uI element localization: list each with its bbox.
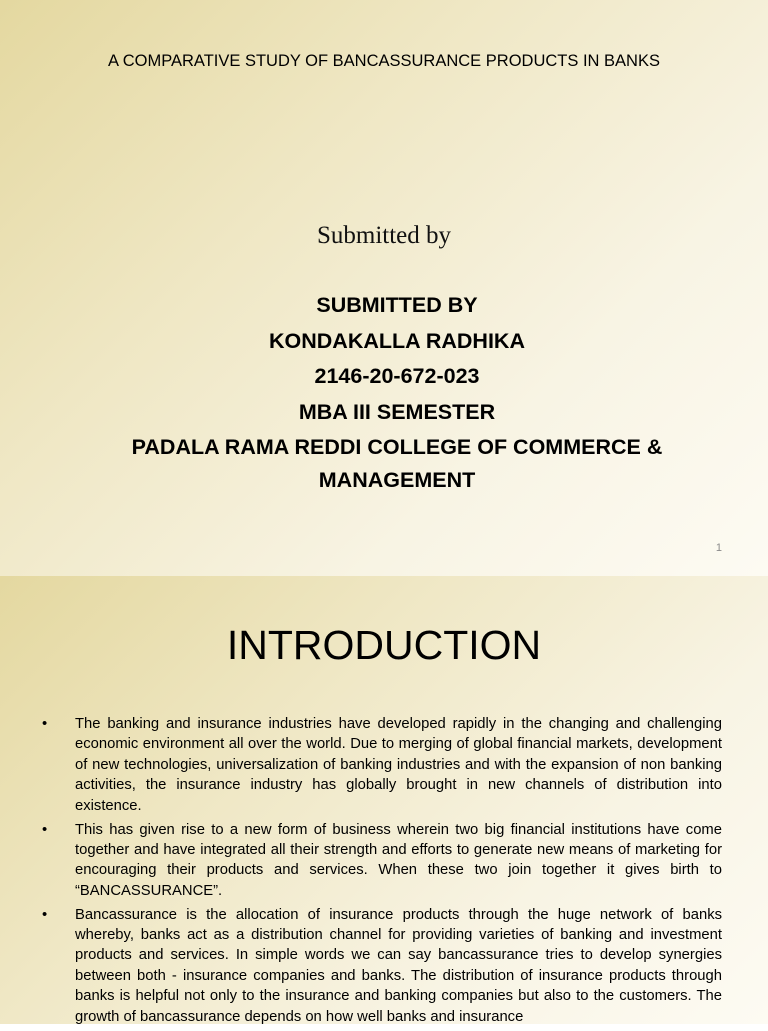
bullet-icon: • (42, 821, 48, 838)
introduction-bullets (40, 714, 722, 1031)
student-name: KONDAKALLA RADHIKA (269, 328, 525, 353)
list-item (40, 714, 722, 816)
list-item (40, 905, 722, 1027)
bullet-text: Bancassurance is the allocation of insurance products through the huge network of banks whereby, banks act as a distribution channel for providing varieties of banking and investment products and services. In simple words we can say bancassurance tries to develop synergies between both - insurance companies and banks. The distribution of insurance products through banks is helpful not only to the insurance and banking companies but also to the customers. The growth of bancassurance depends on how well banks and insurance (75, 906, 722, 1025)
bullet-icon: • (42, 716, 48, 732)
college-name-line-1: PADALA RAMA REDDI COLLEGE OF COMMERCE & (131, 435, 663, 459)
introduction-title: INTRODUCTION (226, 622, 542, 668)
bullet-icon: • (42, 906, 48, 923)
study-title: A COMPARATIVE STUDY OF BANCASSURANCE PRODUCTS IN BANKS (108, 52, 660, 70)
submitted-by-label: SUBMITTED BY (316, 293, 478, 317)
page-number: 1 (715, 542, 722, 554)
submitted-by-subtitle: Submitted by (316, 222, 452, 249)
list-item (40, 820, 722, 902)
college-name-line-2: MANAGEMENT (318, 467, 476, 492)
bullet-text: This has given rise to a new form of business wherein two big financial institutions have come together and have integrated all their strength and efforts to generate new means of marketing for encouraging their products and services. When these two join together it gives birth to “BANCASSURANCE”. (75, 821, 722, 899)
roll-number: 2146-20-672-023 (314, 364, 480, 388)
submission-details (110, 288, 684, 495)
bullet-text: The banking and insurance industries have developed rapidly in the changing and challenging economic environment all over the world. Due to merging of global financial markets, development of new technologies, universalization of banking industries and with the expansion of non banking activities, the insurance industry has globally brought in new channels of distribution into existence. (75, 716, 722, 814)
semester: MBA III SEMESTER (298, 399, 496, 424)
